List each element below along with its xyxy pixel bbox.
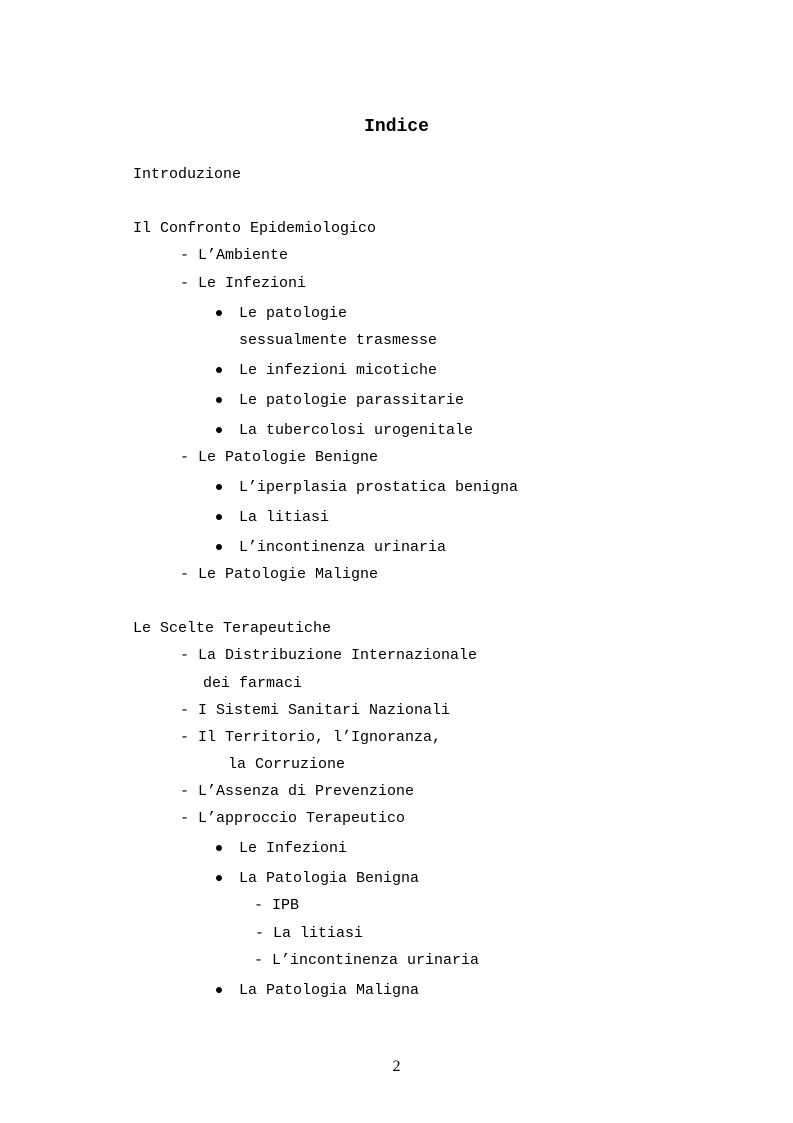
- bullet-icon: [216, 845, 222, 851]
- bullet-icon: [216, 544, 222, 550]
- toc-section-scelte-terapeutiche: Le Scelte Terapeutiche: [133, 620, 332, 637]
- bullet-icon: [216, 367, 222, 373]
- toc-entry-patologie-maligne: - Le Patologie Maligne: [180, 566, 379, 583]
- bullet-icon: [216, 514, 222, 520]
- bullet-icon: [216, 427, 222, 433]
- toc-item-infezioni-terapia: Le Infezioni: [239, 840, 348, 857]
- toc-entry-sistemi-sanitari: - I Sistemi Sanitari Nazionali: [180, 702, 451, 719]
- bullet-icon: [216, 484, 222, 490]
- toc-item-incontinenza: L’incontinenza urinaria: [239, 539, 447, 556]
- toc-subitem-litiasi: - La litiasi: [255, 925, 364, 942]
- toc-entry-territorio: - Il Territorio, l’Ignoranza,: [180, 729, 442, 746]
- toc-subitem-incontinenza: - L’incontinenza urinaria: [254, 952, 480, 969]
- toc-entry-distribuzione: - La Distribuzione Internazionale: [180, 647, 478, 664]
- toc-entry-infezioni: - Le Infezioni: [180, 275, 307, 292]
- toc-entry-introduzione: Introduzione: [133, 166, 242, 183]
- bullet-icon: [216, 875, 222, 881]
- toc-item-tubercolosi: La tubercolosi urogenitale: [239, 422, 474, 439]
- toc-entry-assenza-prevenzione: - L’Assenza di Prevenzione: [180, 783, 415, 800]
- toc-item-patologie-parassitarie: Le patologie parassitarie: [239, 392, 465, 409]
- toc-section-confronto-epidemiologico: Il Confronto Epidemiologico: [133, 220, 377, 237]
- toc-item-patologia-benigna: La Patologia Benigna: [239, 870, 420, 887]
- toc-item-infezioni-micotiche: Le infezioni micotiche: [239, 362, 438, 379]
- toc-entry-approccio-terapeutico: - L’approccio Terapeutico: [180, 810, 406, 827]
- page-title: Indice: [364, 117, 429, 137]
- toc-entry-distribuzione-cont: dei farmaci: [203, 675, 303, 692]
- toc-entry-patologie-benigne: - Le Patologie Benigne: [180, 449, 379, 466]
- toc-subitem-ipb: - IPB: [254, 897, 300, 914]
- toc-entry-territorio-cont: la Corruzione: [228, 756, 346, 773]
- bullet-icon: [216, 987, 222, 993]
- toc-item-patologie: Le patologie: [239, 305, 348, 322]
- bullet-icon: [216, 310, 222, 316]
- toc-item-patologia-maligna: La Patologia Maligna: [239, 982, 420, 999]
- bullet-icon: [216, 397, 222, 403]
- toc-item-sessualmente-trasmesse: sessualmente trasmesse: [239, 332, 438, 349]
- page-number: 2: [392, 1058, 401, 1075]
- toc-item-litiasi: La litiasi: [239, 509, 330, 526]
- toc-entry-ambiente: - L’Ambiente: [180, 247, 289, 264]
- toc-item-iperplasia: L’iperplasia prostatica benigna: [239, 479, 519, 496]
